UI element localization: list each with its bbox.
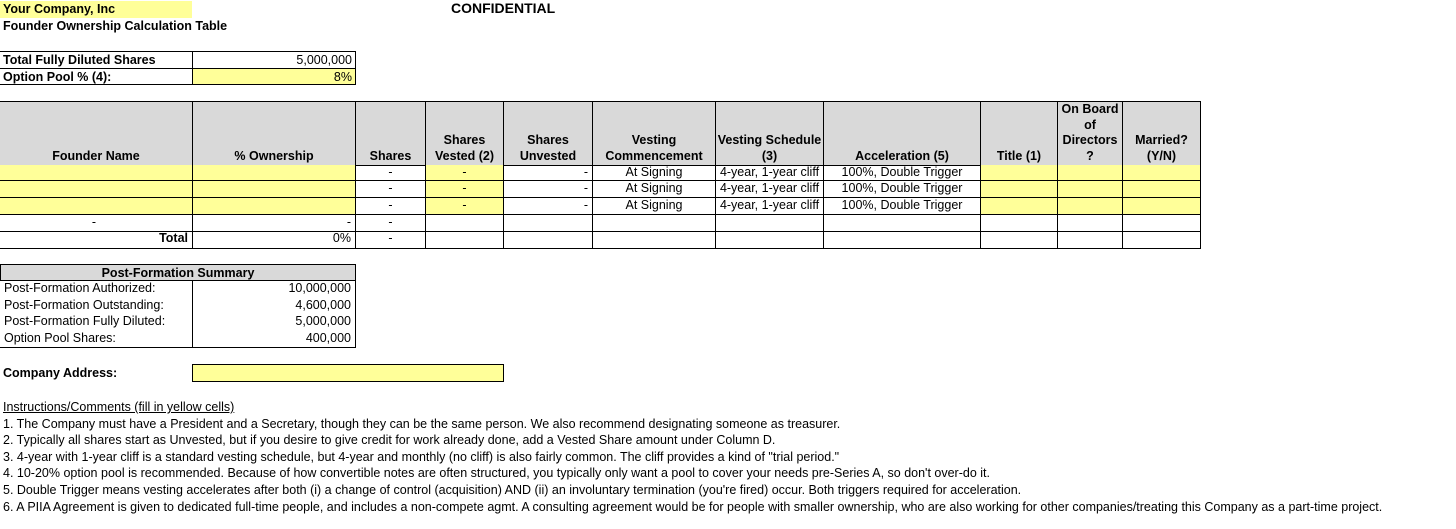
cell-shares-unvested: - <box>504 181 593 198</box>
column-header-shares-unvested: Shares Unvested <box>504 101 593 166</box>
column-header-shares: Shares <box>356 101 426 166</box>
company-name-cell[interactable]: Your Company, Inc <box>0 1 192 18</box>
company-address-label: Company Address: <box>3 366 118 380</box>
cell-board[interactable] <box>1058 198 1123 215</box>
cell-shares-unvested: - <box>504 165 593 181</box>
cell-vesting-schedule: 4-year, 1-year cliff <box>716 181 824 198</box>
summary-value: 10,000,000 <box>193 281 356 298</box>
cell-title[interactable] <box>981 181 1058 198</box>
total-cell-married <box>1123 231 1201 249</box>
instruction-item: 6. A PIIA Agreement is given to dedicated full-time people, and includes a non-compete agmt. A consulting agreement would be for people with smaller ownership, who are also working for other companies/treating this Company as a part-time project. <box>3 499 1383 514</box>
instruction-item: 2. Typically all shares start as Unvested, but if you desire to give credit for work already done, add a Vested Share amount under Column D. <box>3 433 776 448</box>
company-address-input[interactable] <box>192 364 504 382</box>
instruction-item: 5. Double Trigger means vesting accelerates after both (i) a change of control (acquisition) AND (ii) an involuntary termination (you're fired) occur. Both triggers required for acceleration. <box>3 482 1022 497</box>
total-cell-acceleration <box>824 231 981 249</box>
cell-married <box>1123 215 1201 232</box>
cell-married[interactable] <box>1123 198 1201 215</box>
cell-pct-ownership[interactable] <box>193 181 356 198</box>
column-header-pct-ownership: % Ownership <box>193 101 356 166</box>
total-cell-shares-vested <box>426 231 504 249</box>
cell-vesting-schedule <box>716 215 824 232</box>
cell-pct-ownership[interactable] <box>193 198 356 215</box>
cell-title[interactable] <box>981 165 1058 181</box>
cell-married[interactable] <box>1123 165 1201 181</box>
confidential-label: CONFIDENTIAL <box>451 0 556 16</box>
total-shares: - <box>356 231 426 249</box>
cell-vesting-schedule: 4-year, 1-year cliff <box>716 198 824 215</box>
cell-shares: - <box>356 181 426 198</box>
cell-acceleration: 100%, Double Trigger <box>824 181 981 198</box>
instructions-heading: Instructions/Comments (fill in yellow cells) <box>3 400 235 414</box>
cell-vesting-commencement: At Signing <box>593 198 716 215</box>
cell-vesting-commencement: At Signing <box>593 181 716 198</box>
option-pool-label: Option Pool % (4): <box>3 70 112 84</box>
cell-board[interactable] <box>1058 181 1123 198</box>
cell-shares-unvested <box>504 215 593 232</box>
column-header-vesting-commencement: Vesting Commencement <box>593 101 716 166</box>
instruction-item: 4. 10-20% option pool is recommended. Because of how convertible notes are often structured, you typically only want a pool to cover your needs pre-Series A, so don't over-do it. <box>3 466 990 481</box>
cell-acceleration <box>824 215 981 232</box>
cell-acceleration: 100%, Double Trigger <box>824 198 981 215</box>
total-label: Total <box>0 231 193 249</box>
summary-value: 5,000,000 <box>193 314 356 331</box>
cell-shares: - <box>356 165 426 181</box>
cell-vesting-schedule: 4-year, 1-year cliff <box>716 165 824 181</box>
cell-board[interactable] <box>1058 165 1123 181</box>
total-cell-shares-unvested <box>504 231 593 249</box>
column-header-shares-vested: Shares Vested (2) <box>426 101 504 166</box>
summary-label: Post-Formation Authorized: <box>0 281 193 298</box>
summary-label: Post-Formation Outstanding: <box>0 298 193 315</box>
total-cell-vesting-schedule <box>716 231 824 249</box>
cell-shares-vested <box>426 215 504 232</box>
cell-founder-name[interactable] <box>0 165 193 181</box>
instruction-item: 3. 4-year with 1-year cliff is a standard vesting schedule, but 4-year and monthly (no cliff) is also fairly common. The cliff provides a kind of "trial period." <box>3 449 840 464</box>
cell-pct-ownership[interactable] <box>193 165 356 181</box>
cell-title <box>981 215 1058 232</box>
summary-title: Post-Formation Summary <box>0 264 356 281</box>
cell-acceleration: 100%, Double Trigger <box>824 165 981 181</box>
cell-married[interactable] <box>1123 181 1201 198</box>
total-cell-board <box>1058 231 1123 249</box>
column-header-founder-name: Founder Name <box>0 101 193 166</box>
cell-shares: - <box>356 215 426 232</box>
cell-shares-vested[interactable]: - <box>426 165 504 181</box>
column-header-title: Title (1) <box>981 101 1058 166</box>
total-cell-vesting-commencement <box>593 231 716 249</box>
column-header-vesting-schedule: Vesting Schedule (3) <box>716 101 824 166</box>
cell-board <box>1058 215 1123 232</box>
sheet-subtitle: Founder Ownership Calculation Table <box>3 19 228 33</box>
column-header-board: On Board of Directors ? <box>1058 101 1123 166</box>
instruction-item: 1. The Company must have a President and a Secretary, though they can be the same person. We also recommend designating someone as treasurer. <box>3 416 841 431</box>
cell-vesting-commencement <box>593 215 716 232</box>
cell-founder-name[interactable] <box>0 181 193 198</box>
total-cell-title <box>981 231 1058 249</box>
total-shares-label: Total Fully Diluted Shares <box>3 53 156 67</box>
cell-shares: - <box>356 198 426 215</box>
summary-value: 4,600,000 <box>193 298 356 315</box>
cell-shares-unvested: - <box>504 198 593 215</box>
instructions-block <box>3 399 1382 515</box>
option-pool-input[interactable]: 8% <box>193 69 355 84</box>
summary-label: Option Pool Shares: <box>0 331 193 348</box>
cell-shares-vested[interactable]: - <box>426 198 504 215</box>
cell-pct-ownership: - <box>193 215 356 232</box>
cell-founder-name[interactable] <box>0 198 193 215</box>
cell-founder-name: - <box>0 215 193 232</box>
column-header-married: Married? (Y/N) <box>1123 101 1201 166</box>
cell-shares-vested[interactable]: - <box>426 181 504 198</box>
total-shares-value[interactable]: 5,000,000 <box>296 53 352 67</box>
total-pct: 0% <box>193 231 356 249</box>
cell-vesting-commencement: At Signing <box>593 165 716 181</box>
cell-title[interactable] <box>981 198 1058 215</box>
summary-label: Post-Formation Fully Diluted: <box>0 314 193 331</box>
summary-value: 400,000 <box>193 331 356 348</box>
column-header-acceleration: Acceleration (5) <box>824 101 981 166</box>
